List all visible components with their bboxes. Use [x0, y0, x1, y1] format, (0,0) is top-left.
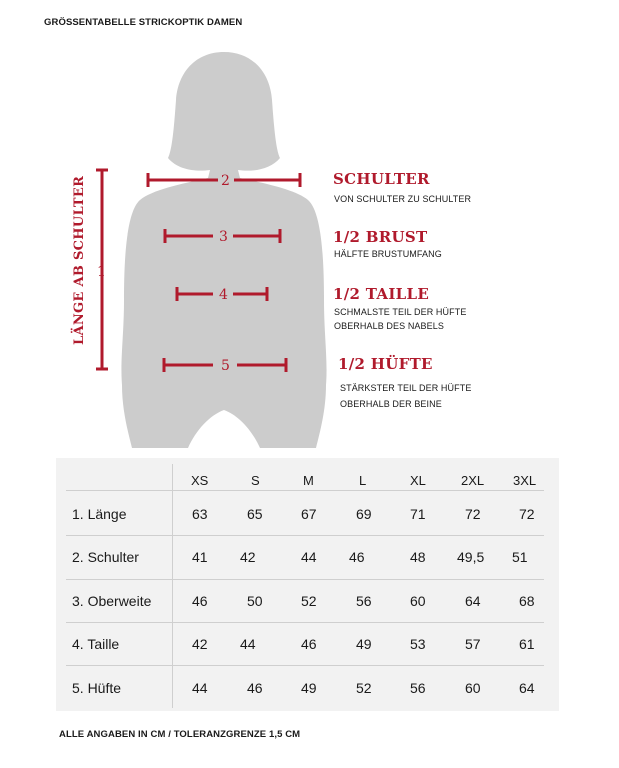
table-cell: 60: [465, 680, 481, 696]
table-column-divider: [172, 464, 173, 708]
table-cell: 64: [519, 680, 535, 696]
table-cell: 71: [410, 506, 426, 522]
table-cell: 41: [192, 549, 208, 565]
row-label: 3. Oberweite: [72, 593, 152, 609]
measure-desc-bust: HÄLFTE BRUSTUMFANG: [334, 249, 442, 259]
number-5: 5: [221, 358, 230, 374]
number-4: 4: [219, 287, 228, 303]
size-header-m: M: [303, 473, 314, 488]
table-row-divider: [66, 490, 544, 491]
measure-desc-hip-1: STÄRKSTER TEIL DER HÜFTE: [340, 383, 472, 393]
table-cell: 44: [192, 680, 208, 696]
table-cell: 63: [192, 506, 208, 522]
measure-title-waist: 1/2 TAILLE: [333, 285, 430, 303]
measure-title-shoulder: SCHULTER: [333, 170, 430, 188]
table-cell: 57: [465, 636, 481, 652]
size-header-xl: XL: [410, 473, 426, 488]
table-cell: 46: [301, 636, 317, 652]
table-cell: 64: [465, 593, 481, 609]
measure-desc-shoulder: VON SCHULTER ZU SCHULTER: [334, 194, 472, 204]
table-cell: 44: [301, 549, 317, 565]
table-cell: 46: [247, 680, 263, 696]
measure-title-hip: 1/2 HÜFTE: [338, 355, 433, 373]
length-label: LÄNGE AB SCHULTER: [72, 175, 87, 345]
size-table-panel: [56, 458, 559, 711]
table-cell: 72: [465, 506, 481, 522]
row-label: 4. Taille: [72, 636, 120, 652]
table-row-divider: [66, 665, 544, 666]
table-cell: 49: [356, 636, 372, 652]
table-row-divider: [66, 535, 544, 536]
table-cell: 49: [301, 680, 317, 696]
row-label: 5. Hüfte: [72, 680, 122, 696]
row-label: 2. Schulter: [72, 549, 139, 565]
table-row-divider: [66, 622, 544, 623]
table-cell: 72: [519, 506, 535, 522]
measure-desc-hip-2: OBERHALB DER BEINE: [340, 399, 442, 409]
table-cell: 53: [410, 636, 426, 652]
table-cell: 46: [192, 593, 208, 609]
table-cell: 49,5: [457, 549, 485, 565]
table-cell: 42: [192, 636, 208, 652]
number-1: 1: [97, 264, 106, 280]
table-row-divider: [66, 579, 544, 580]
footer-note: ALLE ANGABEN IN CM / TOLERANZGRENZE 1,5 CM: [59, 729, 301, 740]
size-header-3xl: 3XL: [513, 473, 537, 488]
table-cell: 46: [349, 549, 365, 565]
table-cell: 56: [356, 593, 372, 609]
table-cell: 69: [356, 506, 372, 522]
measure-title-bust: 1/2 BRUST: [333, 228, 428, 246]
female-silhouette: [121, 52, 326, 448]
size-header-xs: XS: [191, 473, 209, 488]
table-cell: 50: [247, 593, 263, 609]
number-3: 3: [219, 229, 228, 245]
measure-desc-waist-1: SCHMALSTE TEIL DER HÜFTE: [334, 307, 467, 317]
table-cell: 60: [410, 593, 426, 609]
row-label: 1. Länge: [72, 506, 127, 522]
page-title: GRÖSSENTABELLE STRICKOPTIK DAMEN: [44, 17, 243, 28]
table-cell: 61: [519, 636, 535, 652]
table-cell: 56: [410, 680, 426, 696]
size-header-2xl: 2XL: [461, 473, 485, 488]
table-cell: 68: [519, 593, 535, 609]
size-header-s: S: [251, 473, 260, 488]
table-cell: 42: [240, 549, 256, 565]
table-cell: 48: [410, 549, 426, 565]
table-cell: 44: [240, 636, 256, 652]
size-header-l: L: [359, 473, 367, 488]
table-cell: 65: [247, 506, 263, 522]
table-cell: 52: [301, 593, 317, 609]
measure-desc-waist-2: OBERHALB DES NABELS: [334, 321, 444, 331]
table-cell: 67: [301, 506, 317, 522]
table-cell: 51: [512, 549, 528, 565]
table-cell: 52: [356, 680, 372, 696]
number-2: 2: [221, 173, 230, 189]
